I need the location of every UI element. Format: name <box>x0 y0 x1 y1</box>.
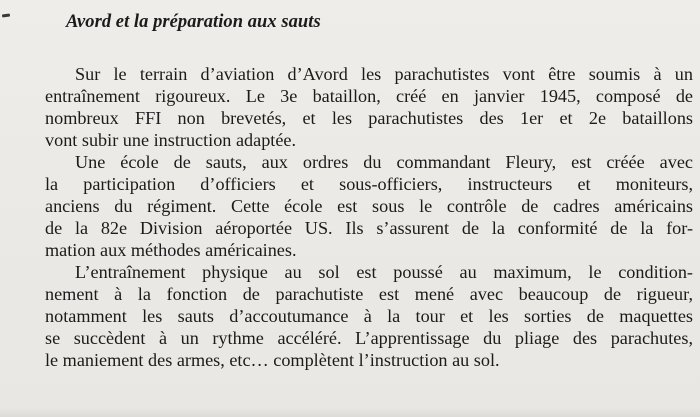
text-line-1: Sur le terrain d’aviation d’Avord les parachutistes vont être soumis à un <box>75 64 693 84</box>
text-line-11: nement à la fonction de parachutiste est mené avec beaucoup de rigueur, <box>45 284 693 304</box>
text-line-10: L’entraînement physique au sol est poussé au maximum, le condition- <box>75 262 693 282</box>
text-line-7: anciens du régiment. Cette école est sous le contrôle de cadres américains <box>45 196 693 216</box>
text-line-5: Une école de sauts, aux ordres du commandant Fleury, est créée avec <box>75 152 693 172</box>
text-line-13: se succèdent à un rythme accéléré. L’apprentissage du pliage des parachutes, <box>45 328 693 348</box>
text-line-3: nombreux FFI non brevetés, et les parachutistes des 1er et 2e bataillons <box>45 108 693 128</box>
text-line-8: de la 82e Division aéroportée US. Ils s’assurent de la conformité de la for- <box>45 218 693 238</box>
text-line-14: le maniement des armes, etc… complètent l’instruction au sol. <box>45 350 500 370</box>
text-line-6: la participation d’officiers et sous-officiers, instructeurs et moniteurs, <box>45 174 693 194</box>
text-line-4: vont subir une instruction adaptée. <box>45 130 297 150</box>
scan-mark <box>2 13 10 17</box>
text-line-9: mation aux méthodes américaines. <box>45 240 297 260</box>
text-line-12: notamment les sauts d’accoutumance à la tour et les sorties de maquettes <box>45 306 693 326</box>
section-heading: Avord et la préparation aux sauts <box>66 12 321 32</box>
text-line-2: entraînement rigoureux. Le 3e bataillon, créé en janvier 1945, composé de <box>45 86 693 106</box>
page-edge-shadow <box>0 407 700 417</box>
